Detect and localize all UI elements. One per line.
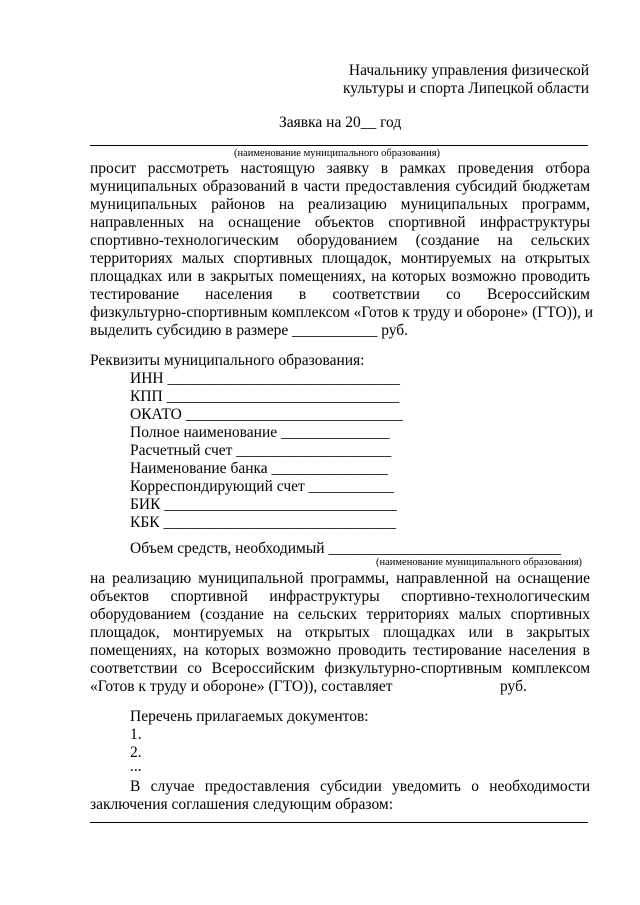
document-item: ... — [130, 758, 142, 775]
funds-line: соответствии со Всероссийским физкультурно-спортивным комплексом — [90, 660, 590, 677]
request-line: физкультурно-спортивным комплексом «Готов к труду и обороне» (ГТО)), и — [90, 304, 594, 321]
municipality-name-line — [90, 145, 588, 146]
requisite-kpp: КПП ______________________________ — [130, 388, 400, 405]
funds-line: площадок, монтируемых на открытых площадках или в закрытых — [90, 624, 590, 641]
funds-label: Объем средств, необходимый ______________________________ — [130, 540, 561, 557]
funds-line: объектов спортивной инфраструктуры спортивно-технологическим — [90, 588, 590, 605]
request-line: тестирование населения в соответствии со Всероссийским — [90, 286, 590, 303]
request-line: муниципальных образований в части предоставления субсидий бюджетам — [90, 178, 590, 195]
request-line: направленных на оснащение объектов спортивной инфраструктуры — [90, 214, 590, 231]
funds-caption: (наименование муниципального образования) — [376, 557, 583, 568]
document-title: Заявка на 20__ год — [279, 114, 402, 131]
notice-answer-line — [90, 822, 588, 823]
requisite-full-name: Полное наименование ______________ — [130, 424, 390, 441]
requisites-heading: Реквизиты муниципального образования: — [90, 352, 365, 369]
request-line: просит рассмотреть настоящую заявку в рамках проведения отбора — [90, 160, 590, 177]
funds-line: помещениях, на которых возможно проводить тестирование населения в — [90, 642, 590, 659]
document-item: 2. — [130, 744, 142, 761]
request-line: спортивно-технологическим оборудованием (создание на сельских — [90, 232, 590, 249]
requisite-inn: ИНН ______________________________ — [130, 370, 400, 387]
document-item: 1. — [130, 726, 142, 743]
request-line-last: выделить субсидию в размере ___________ руб. — [90, 322, 409, 339]
municipality-caption: (наименование муниципального образования) — [234, 148, 441, 159]
notice-line-2: заключения соглашения следующим образом: — [90, 796, 394, 813]
requisite-kbk: КБК ______________________________ — [130, 514, 396, 531]
request-line: территориях малых спортивных площадок, монтируемых на открытых — [90, 250, 590, 267]
addressee-line-2: культуры и спорта Липецкой области — [342, 80, 589, 97]
requisite-okato: ОКАТО ____________________________ — [130, 406, 403, 423]
requisite-account: Расчетный счет ____________________ — [130, 442, 392, 459]
funds-line: оборудованием (создание на сельских территориях малых спортивных — [90, 606, 590, 623]
request-line: площадках или в закрытых помещениях, на которых возможно проводить — [90, 268, 590, 285]
funds-currency: руб. — [500, 678, 527, 695]
request-line: муниципальных районов на реализацию муниципальных программ, — [90, 196, 590, 213]
notice-line-1: В случае предоставления субсидии уведомить о необходимости — [130, 778, 590, 795]
addressee-line-1: Начальнику управления физической — [348, 62, 589, 79]
documents-heading: Перечень прилагаемых документов: — [130, 708, 369, 725]
funds-line: на реализацию муниципальной программы, направленной на оснащение — [90, 570, 590, 587]
requisite-bik: БИК ______________________________ — [130, 496, 397, 513]
requisite-bank-name: Наименование банка _______________ — [130, 460, 388, 477]
requisite-corr-account: Корреспондирующий счет ___________ — [130, 478, 394, 495]
funds-line-last: «Готов к труду и обороне» (ГТО)), составляет — [90, 678, 393, 695]
